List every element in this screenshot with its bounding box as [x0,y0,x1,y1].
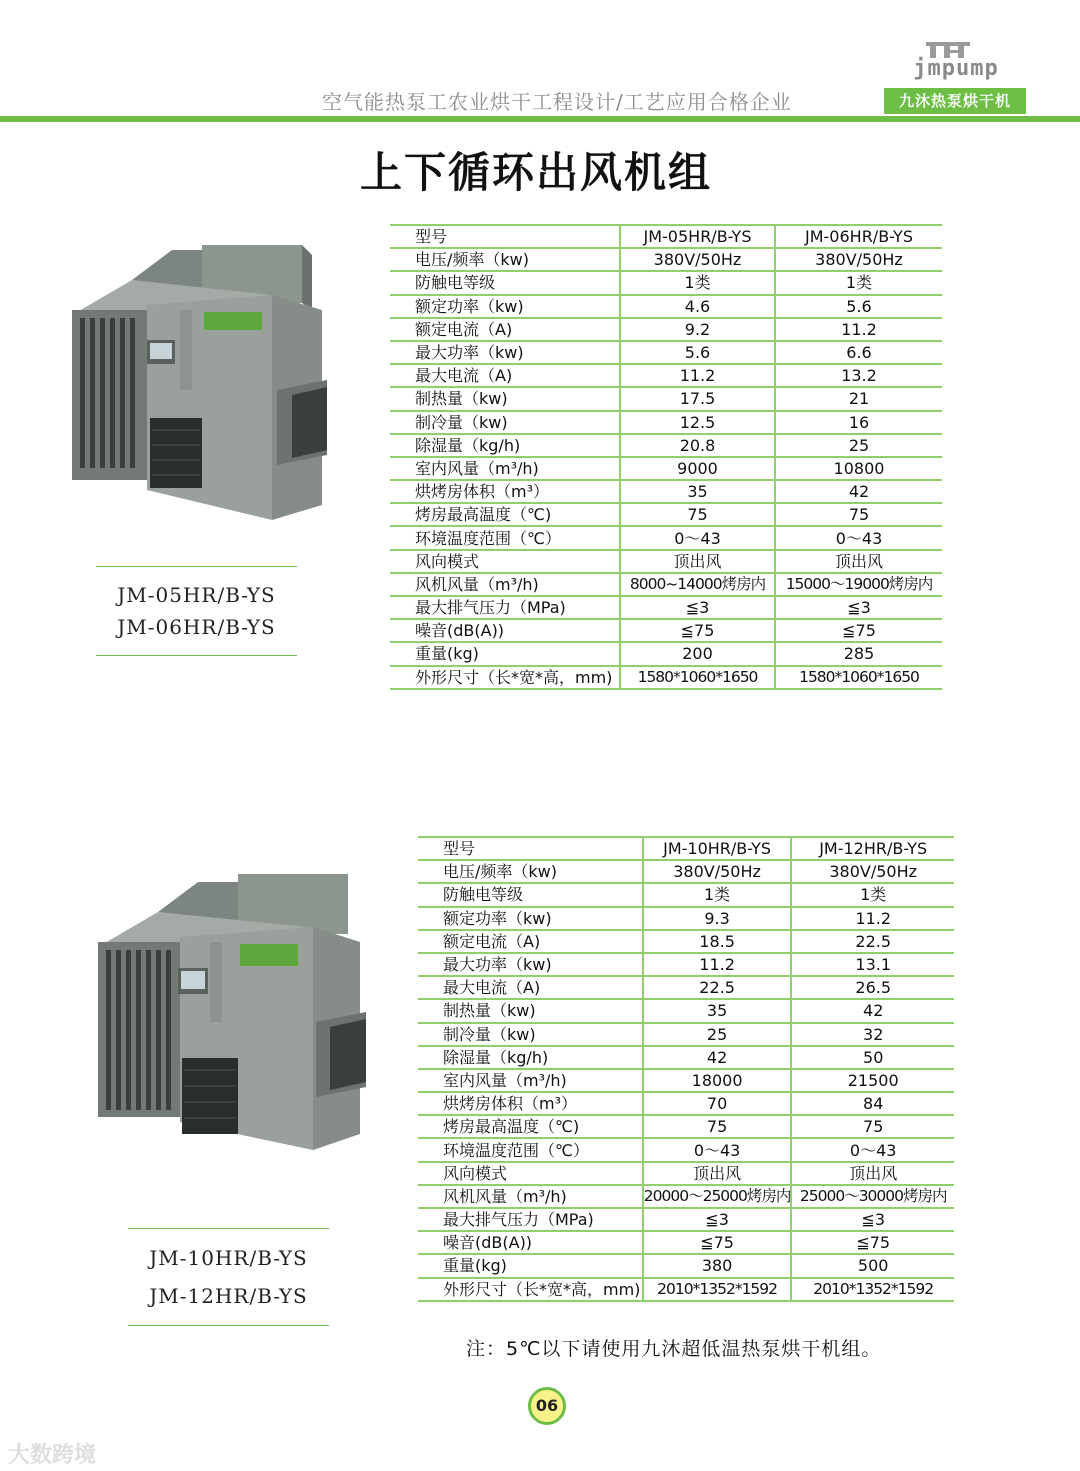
table-row [418,1185,954,1208]
spec-value-model-2: 84 [791,1092,954,1115]
spec-value-model-2: 11.2 [791,907,954,930]
table-row [390,526,942,549]
heat-pump-unit-image-2 [98,872,370,1156]
spec-label: 防触电等级 [390,271,620,294]
spec-value-model-1: 380V/50Hz [620,248,775,271]
table-row [418,1046,954,1069]
spec-value-model-1: 11.2 [620,364,775,387]
spec-value-model-1: ≦3 [643,1208,792,1231]
spec-value-model-1: 4.6 [620,295,775,318]
spec-value-model-2: JM-06HR/B-YS [775,225,942,248]
spec-value-model-1: 11.2 [643,953,792,976]
spec-value-model-1: 9000 [620,457,775,480]
page-title: 上下循环出风机组 [360,148,713,197]
spec-value-model-2: 顶出风 [775,550,942,573]
spec-value-model-1: 顶出风 [620,550,775,573]
spec-value-model-2: 75 [775,503,942,526]
spec-value-model-1: 20.8 [620,434,775,457]
spec-value-model-2: 0～43 [791,1138,954,1161]
model-names-box-1 [96,566,297,656]
header-tagline: 空气能热泵工农业烘干工程设计/工艺应用合格企业 [322,90,792,114]
table-row [390,411,942,434]
model-name: JM-06HR/B-YS [117,615,276,639]
table-row [418,976,954,999]
spec-value-model-2: ≦75 [791,1231,954,1254]
spec-label: 室内风量（m³/h) [390,457,620,480]
spec-value-model-1: 9.3 [643,907,792,930]
table-row [418,953,954,976]
spec-value-model-1: 35 [620,480,775,503]
table-row [418,1092,954,1115]
spec-value-model-2: 16 [775,411,942,434]
spec-value-model-2: 25000～30000烤房内 [791,1185,954,1208]
jmpump-logo [886,40,1026,86]
spec-value-model-1: 18000 [643,1069,792,1092]
table-row [418,1208,954,1231]
spec-value-model-1: ≦75 [620,619,775,642]
spec-value-model-2: 13.1 [791,953,954,976]
spec-value-model-2: 380V/50Hz [791,860,954,883]
spec-value-model-2: 21 [775,387,942,410]
table-row [418,1231,954,1254]
table-row [418,860,954,883]
table-row [390,619,942,642]
spec-value-model-1: 380 [643,1254,792,1277]
spec-value-model-1: 70 [643,1092,792,1115]
spec-value-model-2: 5.6 [775,295,942,318]
spec-value-model-1: 22.5 [643,976,792,999]
spec-value-model-2: 11.2 [775,318,942,341]
table-row [418,1254,954,1277]
spec-label: 额定电流（A) [418,930,643,953]
spec-value-model-1: JM-05HR/B-YS [620,225,775,248]
spec-label: 制冷量（kw) [390,411,620,434]
page-number-badge: 06 [528,1387,566,1425]
spec-value-model-2: 1类 [791,883,954,906]
spec-label: 风机风量（m³/h) [418,1185,643,1208]
table-row [390,341,942,364]
spec-value-model-2: 15000～19000烤房内 [775,573,942,596]
spec-value-model-1: 1类 [620,271,775,294]
spec-value-model-2: 顶出风 [791,1162,954,1185]
spec-label: 型号 [390,225,620,248]
spec-value-model-2: 2010*1352*1592 [791,1278,954,1301]
spec-value-model-1: 380V/50Hz [643,860,792,883]
spec-label: 最大功率（kw) [418,953,643,976]
spec-value-model-2: 32 [791,1023,954,1046]
spec-label: 重量(kg) [418,1254,643,1277]
spec-label: 额定电流（A) [390,318,620,341]
table-row [390,666,942,689]
model-name: JM-10HR/B-YS [149,1246,308,1270]
spec-label: 重量(kg) [390,642,620,665]
spec-label: 烤房最高温度（℃) [390,503,620,526]
spec-label: 烤房最高温度（℃) [418,1115,643,1138]
spec-label: 额定功率（kw) [418,907,643,930]
spec-value-model-1: 35 [643,999,792,1022]
spec-value-model-2: 1580*1060*1650 [775,666,942,689]
table-row [390,434,942,457]
spec-value-model-1: 8000~14000烤房内 [620,573,775,596]
table-row [390,642,942,665]
spec-value-model-2: 21500 [791,1069,954,1092]
spec-value-model-2: 22.5 [791,930,954,953]
table-row [390,550,942,573]
spec-value-model-2: 26.5 [791,976,954,999]
spec-label: 型号 [418,837,643,860]
spec-value-model-1: JM-10HR/B-YS [643,837,792,860]
spec-value-model-1: 18.5 [643,930,792,953]
spec-value-model-1: 25 [643,1023,792,1046]
spec-label: 噪音(dB(A)) [390,619,620,642]
table-row [418,999,954,1022]
spec-value-model-1: 75 [620,503,775,526]
spec-value-model-1: 5.6 [620,341,775,364]
spec-value-model-2: 10800 [775,457,942,480]
heat-pump-unit-image-1 [72,240,334,530]
spec-value-model-2: 0～43 [775,526,942,549]
spec-label: 额定功率（kw) [390,295,620,318]
table-row [390,387,942,410]
spec-label: 制热量（kw) [390,387,620,410]
spec-value-model-1: 1580*1060*1650 [620,666,775,689]
table-row [390,364,942,387]
spec-value-model-1: 顶出风 [643,1162,792,1185]
spec-label: 最大排气压力（MPa) [390,596,620,619]
spec-label: 最大电流（A) [418,976,643,999]
spec-value-model-1: 17.5 [620,387,775,410]
model-name: JM-12HR/B-YS [149,1284,308,1308]
table-row [390,573,942,596]
spec-label: 烘烤房体积（m³） [390,480,620,503]
spec-value-model-1: 20000～25000烤房内 [643,1185,792,1208]
table-row [418,1069,954,1092]
table-row [390,295,942,318]
spec-label: 外形尺寸（长*宽*高，mm) [390,666,620,689]
header-divider [0,116,1080,122]
spec-label: 外形尺寸（长*宽*高，mm) [418,1278,643,1301]
spec-label: 除湿量（kg/h) [390,434,620,457]
brand-badge: 九沐热泵烘干机 [884,88,1026,114]
spec-label: 最大排气压力（MPa) [418,1208,643,1231]
spec-value-model-1: 42 [643,1046,792,1069]
spec-value-model-2: 6.6 [775,341,942,364]
table-row [390,248,942,271]
spec-table-1 [390,224,942,690]
table-row [390,318,942,341]
spec-value-model-2: 285 [775,642,942,665]
spec-value-model-1: ≦3 [620,596,775,619]
spec-label: 电压/频率（kw) [390,248,620,271]
model-names-box-2 [128,1228,329,1326]
spec-value-model-1: 200 [620,642,775,665]
spec-value-model-1: 1类 [643,883,792,906]
table-row [390,596,942,619]
table-row [418,930,954,953]
spec-label: 风向模式 [418,1162,643,1185]
spec-value-model-2: 500 [791,1254,954,1277]
spec-label: 风机风量（m³/h) [390,573,620,596]
spec-value-model-2: 1类 [775,271,942,294]
spec-value-model-1: 12.5 [620,411,775,434]
spec-value-model-2: ≦75 [775,619,942,642]
table-row [418,1278,954,1301]
model-name: JM-05HR/B-YS [117,583,276,607]
spec-value-model-2: 50 [791,1046,954,1069]
table-row [390,457,942,480]
spec-label: 室内风量（m³/h) [418,1069,643,1092]
spec-label: 制热量（kw) [418,999,643,1022]
spec-value-model-1: 0～43 [643,1138,792,1161]
table-row [418,1115,954,1138]
table-row [390,225,942,248]
spec-value-model-2: 75 [791,1115,954,1138]
spec-value-model-1: 2010*1352*1592 [643,1278,792,1301]
spec-value-model-2: ≦3 [775,596,942,619]
spec-label: 噪音(dB(A)) [418,1231,643,1254]
spec-label: 烘烤房体积（m³） [418,1092,643,1115]
watermark [8,1438,96,1469]
spec-label: 环境温度范围（℃） [390,526,620,549]
spec-value-model-1: 9.2 [620,318,775,341]
spec-label: 制冷量（kw) [418,1023,643,1046]
spec-value-model-1: 75 [643,1115,792,1138]
table-row [418,883,954,906]
table-row [418,1162,954,1185]
spec-label: 环境温度范围（℃） [418,1138,643,1161]
spec-value-model-1: 0～43 [620,526,775,549]
table-row [418,1138,954,1161]
table-row [390,480,942,503]
spec-value-model-2: 42 [775,480,942,503]
watermark-text: 大数跨境 [8,1443,97,1468]
spec-value-model-2: ≦3 [791,1208,954,1231]
spec-value-model-2: 25 [775,434,942,457]
spec-label: 防触电等级 [418,883,643,906]
spec-value-model-2: 380V/50Hz [775,248,942,271]
table-row [390,503,942,526]
spec-label: 最大功率（kw) [390,341,620,364]
table-row [418,1023,954,1046]
spec-label: 电压/频率（kw) [418,860,643,883]
table-row [418,837,954,860]
spec-label: 风向模式 [390,550,620,573]
spec-table-2 [418,836,954,1302]
logo-text: jmpump [913,56,999,81]
spec-label: 最大电流（A) [390,364,620,387]
spec-value-model-1: ≦75 [643,1231,792,1254]
spec-value-model-2: 42 [791,999,954,1022]
spec-value-model-2: 13.2 [775,364,942,387]
spec-value-model-2: JM-12HR/B-YS [791,837,954,860]
footnote: 注：5℃以下请使用九沐超低温热泵烘干机组。 [466,1338,882,1360]
spec-label: 除湿量（kg/h) [418,1046,643,1069]
table-row [418,907,954,930]
table-row [390,271,942,294]
